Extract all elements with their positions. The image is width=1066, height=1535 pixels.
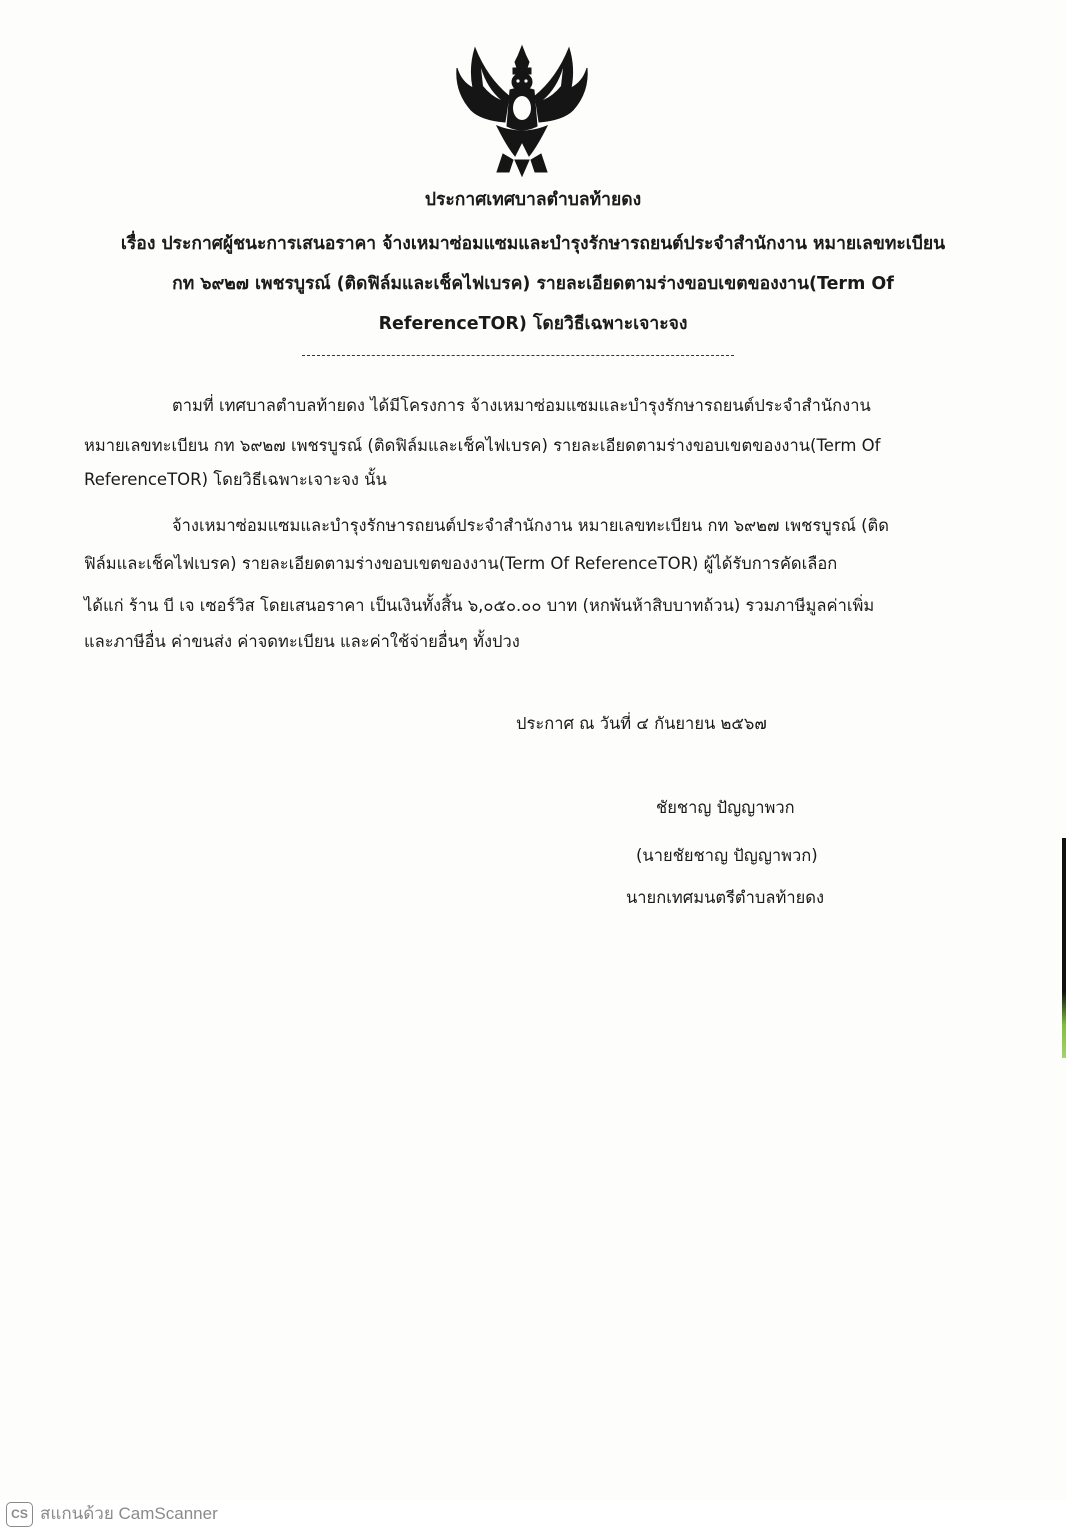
paragraph1-line-2: หมายเลขทะเบียน กท ๖๙๒๗ เพชรบูรณ์ (ติดฟิล์มและเช็คไฟเบรค) รายละเอียดตามร่างขอบเขตของงาน(Term Of (84, 436, 881, 455)
camscanner-label: สแกนด้วย CamScanner (40, 1504, 218, 1523)
signature-signed-name: ชัยชาญ ปัญญาพวก (656, 798, 795, 817)
subject-line-1: เรื่อง ประกาศผู้ชนะการเสนอราคา จ้างเหมาซ่อมแซมและบำรุงรักษารถยนต์ประจำสำนักงาน หมายเลขทะเบียน (120, 234, 946, 254)
paragraph2-line-1: จ้างเหมาซ่อมแซมและบำรุงรักษารถยนต์ประจำสำนักงาน หมายเลขทะเบียน กท ๖๙๒๗ เพชรบูรณ์ (ติด (172, 516, 889, 535)
announcement-date: ประกาศ ณ วันที่ ๔ กันยายน ๒๕๖๗ (516, 714, 767, 733)
garuda-emblem-icon (447, 38, 597, 180)
paragraph2-line-3: ได้แก่ ร้าน บี เจ เซอร์วิส โดยเสนอราคา เป็นเงินทั้งสิ้น ๖,๐๕๐.๐๐ บาท (หกพันห้าสิบบาทถ้วน) รวมภาษีมูลค่าเพิ่ม (84, 596, 875, 615)
signature-position: นายกเทศมนตรีตำบลท้ายดง (626, 888, 825, 907)
paragraph2-line-2: ฟิล์มและเช็คไฟเบรค) รายละเอียดตามร่างขอบเขตของงาน(Term Of ReferenceTOR) ผู้ได้รับการคัดเลือก (84, 554, 838, 573)
paragraph2-line-4: และภาษีอื่น ค่าขนส่ง ค่าจดทะเบียน และค่าใช้จ่ายอื่นๆ ทั้งปวง (84, 632, 520, 651)
scan-edge-strip (1062, 838, 1066, 1058)
camscanner-logo-icon: CS (6, 1502, 33, 1527)
subject-line-2: กท ๖๙๒๗ เพชรบูรณ์ (ติดฟิล์มและเช็คไฟเบรค) รายละเอียดตามร่างขอบเขตของงาน(Term Of (172, 274, 894, 294)
subject-line-3: ReferenceTOR) โดยวิธีเฉพาะเจาะจง (378, 314, 688, 334)
document-title: ประกาศเทศบาลตำบลท้ายดง (424, 190, 642, 210)
paragraph1-line-3: ReferenceTOR) โดยวิธีเฉพาะเจาะจง นั้น (84, 470, 387, 489)
title-divider (302, 355, 734, 356)
signature-full-name: (นายชัยชาญ ปัญญาพวก) (636, 846, 818, 865)
paragraph1-line-1: ตามที่ เทศบาลตำบลท้ายดง ได้มีโครงการ จ้างเหมาซ่อมแซมและบำรุงรักษารถยนต์ประจำสำนักงาน (172, 396, 871, 415)
